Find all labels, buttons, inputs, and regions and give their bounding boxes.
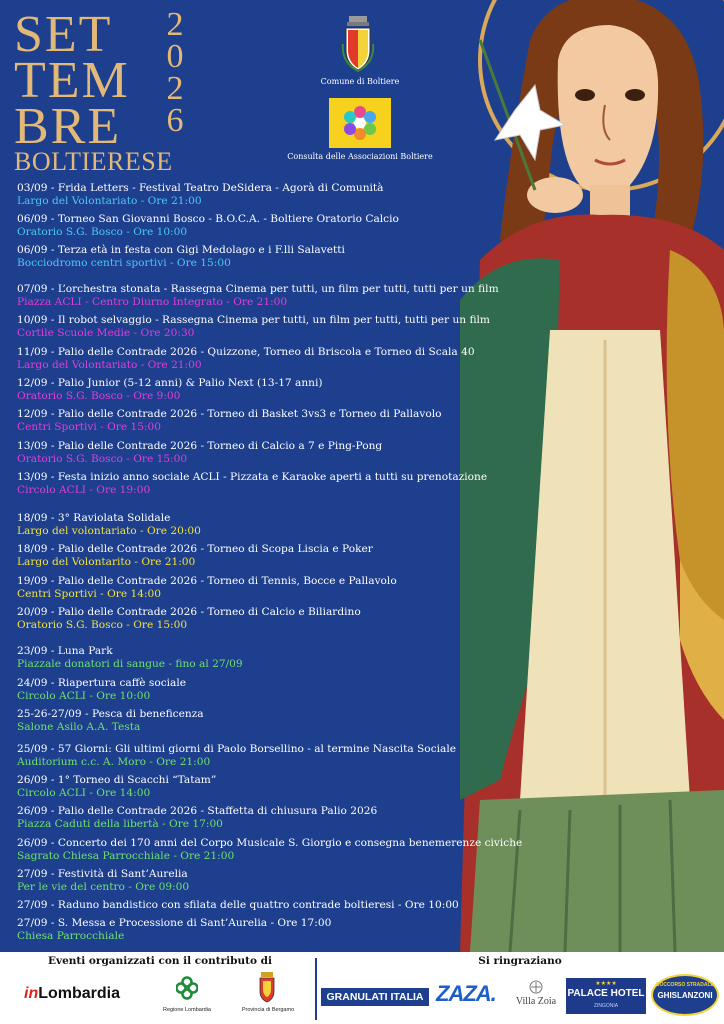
event-title: 26/09 - Palio delle Contrade 2026 - Staffetta di chiusura Palio 2026	[17, 805, 378, 817]
event-place: Piazza ACLI - Centro Diurno Integrato - Ore 21:00	[17, 296, 288, 308]
event-place: Circolo ACLI - Ore 19:00	[17, 484, 151, 496]
ghislanzoni-name: GHISLANZONI	[657, 991, 713, 1000]
event-place: Largo del Volontarito - Ore 21:00	[17, 556, 196, 568]
event-item	[17, 742, 617, 769]
event-title: 23/09 - Luna Park	[17, 645, 113, 657]
provincia-bergamo-label: Provincia di Bergamo	[241, 1007, 295, 1013]
event-place: Cortile Scuole Medie - Ore 20:30	[17, 327, 195, 339]
event-title: 06/09 - Torneo San Giovanni Bosco - B.O.C.A. - Boltiere Oratorio Calcio	[17, 213, 399, 225]
provincia-bergamo-crest-icon	[258, 971, 276, 1003]
event-title: 24/09 - Riapertura caffè sociale	[17, 677, 186, 689]
thanks-heading: Si ringraziano	[478, 955, 562, 967]
inlombardia-suffix: Lombardia	[38, 985, 121, 1002]
event-title: 27/09 - Festività di Sant’Aurelia	[17, 868, 188, 880]
event-item	[17, 282, 617, 309]
event-title: 27/09 - S. Messa e Processione di Sant’Aurelia - Ore 17:00	[17, 917, 332, 929]
event-place: Salone Asilo A.A. Testa	[17, 721, 141, 733]
event-place: Largo del Volontariato - Ore 21:00	[17, 359, 202, 371]
event-place: Centri Sportivi - Ore 15:00	[17, 421, 162, 433]
event-place: Sagrato Chiesa Parrocchiale - Ore 21:00	[17, 850, 235, 862]
zaza-logo: ZAZA.	[436, 981, 496, 1006]
year-digit-2: 0	[166, 38, 184, 75]
event-item	[17, 439, 617, 466]
event-title: 06/09 - Terza età in festa con Gigi Medolago e i F.lli Salavetti	[17, 244, 345, 256]
event-item	[17, 836, 617, 863]
footer-divider	[315, 958, 317, 1020]
year-digit-4: 6	[166, 102, 184, 139]
inlombardia-prefix: in	[24, 985, 39, 1002]
event-item	[17, 707, 617, 734]
event-place: Bocciodromo centri sportivi - Ore 15:00	[17, 257, 231, 269]
event-item	[17, 773, 617, 800]
palace-hotel-logo	[566, 978, 646, 1014]
event-item	[17, 181, 617, 208]
event-title: 12/09 - Palio Junior (5-12 anni) & Palio Next (13-17 anni)	[17, 377, 323, 389]
event-place: Chiesa Parrocchiale	[17, 930, 125, 942]
event-item	[17, 376, 617, 403]
event-place: Circolo ACLI - Ore 14:00	[17, 787, 151, 799]
granulati-italia-logo: GRANULATI ITALIA	[321, 988, 429, 1006]
palace-hotel-location: ZINGONIA	[593, 1003, 619, 1009]
event-place: Oratorio S.G. Bosco - Ore 15:00	[17, 619, 188, 631]
event-title: 19/09 - Palio delle Contrade 2026 - Torneo di Tennis, Bocce e Pallavolo	[17, 575, 397, 587]
event-item	[17, 212, 617, 239]
event-place: Centri Sportivi - Ore 14:00	[17, 588, 162, 600]
event-title: 25/09 - 57 Giorni: Gli ultimi giorni di Paolo Borsellino - al termine Nascita Sociale	[17, 743, 456, 755]
event-title: 12/09 - Palio delle Contrade 2026 - Torneo di Basket 3vs3 e Torneo di Pallavolo	[17, 408, 442, 420]
title-subtitle: BOLTIERESE	[14, 147, 173, 176]
event-item	[17, 605, 617, 632]
event-item	[17, 898, 617, 912]
event-title: 07/09 - L’orchestra stonata - Rassegna Cinema per tutti, un film per tutti, tutti per un film	[17, 283, 499, 295]
event-place: Piazza Caduti della libertà - Ore 17:00	[17, 818, 223, 830]
event-item	[17, 407, 617, 434]
event-title: 10/09 - Il robot selvaggio - Rassegna Cinema per tutti, un film per tutti, tutti per un film	[17, 314, 490, 326]
event-title: 13/09 - Festa inizio anno sociale ACLI - Pizzata e Karaoke aperti a tutti su prenotazione	[17, 471, 488, 483]
comune-crest-icon	[341, 14, 375, 72]
event-title: 26/09 - Concerto dei 170 anni del Corpo Musicale S. Giorgio e consegna benemerenze civiche	[17, 837, 523, 849]
event-place: Oratorio S.G. Bosco - Ore 15:00	[17, 453, 188, 465]
event-item	[17, 345, 617, 372]
flower-icon	[329, 98, 391, 148]
title-line-1: SET	[14, 6, 113, 63]
event-place: Circolo ACLI - Ore 10:00	[17, 690, 151, 702]
regione-lombardia-label: Regione Lombardia	[162, 1007, 211, 1013]
title-line-3: BRE	[14, 98, 122, 155]
event-place: Piazzale donatori di sangue - fino al 27/09	[17, 658, 243, 670]
ghislanzoni-tagline: SOCCORSO STRADALE	[656, 982, 714, 988]
comune-label: Comune di Boltiere	[320, 77, 400, 86]
event-title: 03/09 - Frida Letters - Festival Teatro DeSidera - Agorà di Comunità	[17, 182, 384, 194]
ghislanzoni-logo	[651, 974, 719, 1016]
regione-lombardia-rose-icon	[176, 975, 198, 1001]
inlombardia-logo	[24, 985, 120, 1003]
event-place: Oratorio S.G. Bosco - Ore 10:00	[17, 226, 188, 238]
year-digit-1: 2	[166, 6, 184, 43]
event-title: 25-26-27/09 - Pesca di beneficenza	[17, 708, 204, 720]
villa-zoia-logo: Villa Zoia	[515, 996, 557, 1007]
event-place: Largo del Volontariato - Ore 21:00	[17, 195, 202, 207]
event-place: Oratorio S.G. Bosco - Ore 9:00	[17, 390, 181, 402]
event-title: 18/09 - 3° Raviolata Solidale	[17, 512, 171, 524]
stars-icon: ★★★★	[595, 981, 617, 987]
event-item	[17, 313, 617, 340]
event-item	[17, 542, 617, 569]
event-item	[17, 644, 617, 671]
event-title: 27/09 - Raduno bandistico con sfilata delle quattro contrade boltieresi - Ore 10:00	[17, 899, 459, 911]
event-item	[17, 243, 617, 270]
consulta-label: Consulta delle Associazioni Boltiere	[287, 152, 433, 161]
event-place: Per le vie del centro - Ore 09:00	[17, 881, 190, 893]
event-title: 18/09 - Palio delle Contrade 2026 - Torneo di Scopa Liscia e Poker	[17, 543, 373, 555]
title-line-2: TEM	[14, 52, 130, 109]
event-item	[17, 916, 617, 943]
event-item	[17, 867, 617, 894]
event-title: 13/09 - Palio delle Contrade 2026 - Torneo di Calcio a 7 e Ping-Pong	[17, 440, 383, 452]
event-title: 26/09 - 1° Torneo di Scacchi “Tatam”	[17, 774, 217, 786]
consulta-logo	[329, 98, 391, 148]
event-title: 11/09 - Palio delle Contrade 2026 - Quizzone, Torneo di Briscola e Torneo di Scala 40	[17, 346, 475, 358]
event-place: Largo del volontariato - Ore 20:00	[17, 525, 201, 537]
event-item	[17, 804, 617, 831]
event-item	[17, 470, 617, 497]
palace-hotel-name: PALACE HOTEL	[567, 988, 645, 999]
organizers-heading: Eventi organizzati con il contributo di	[48, 955, 272, 967]
event-item	[17, 511, 617, 538]
villa-zoia-emblem-icon	[528, 980, 544, 994]
year-digit-3: 2	[166, 70, 184, 107]
event-item	[17, 676, 617, 703]
event-title: 20/09 - Palio delle Contrade 2026 - Torneo di Calcio e Biliardino	[17, 606, 361, 618]
event-item	[17, 574, 617, 601]
event-place: Auditorium c.c. A. Moro - Ore 21:00	[17, 756, 211, 768]
